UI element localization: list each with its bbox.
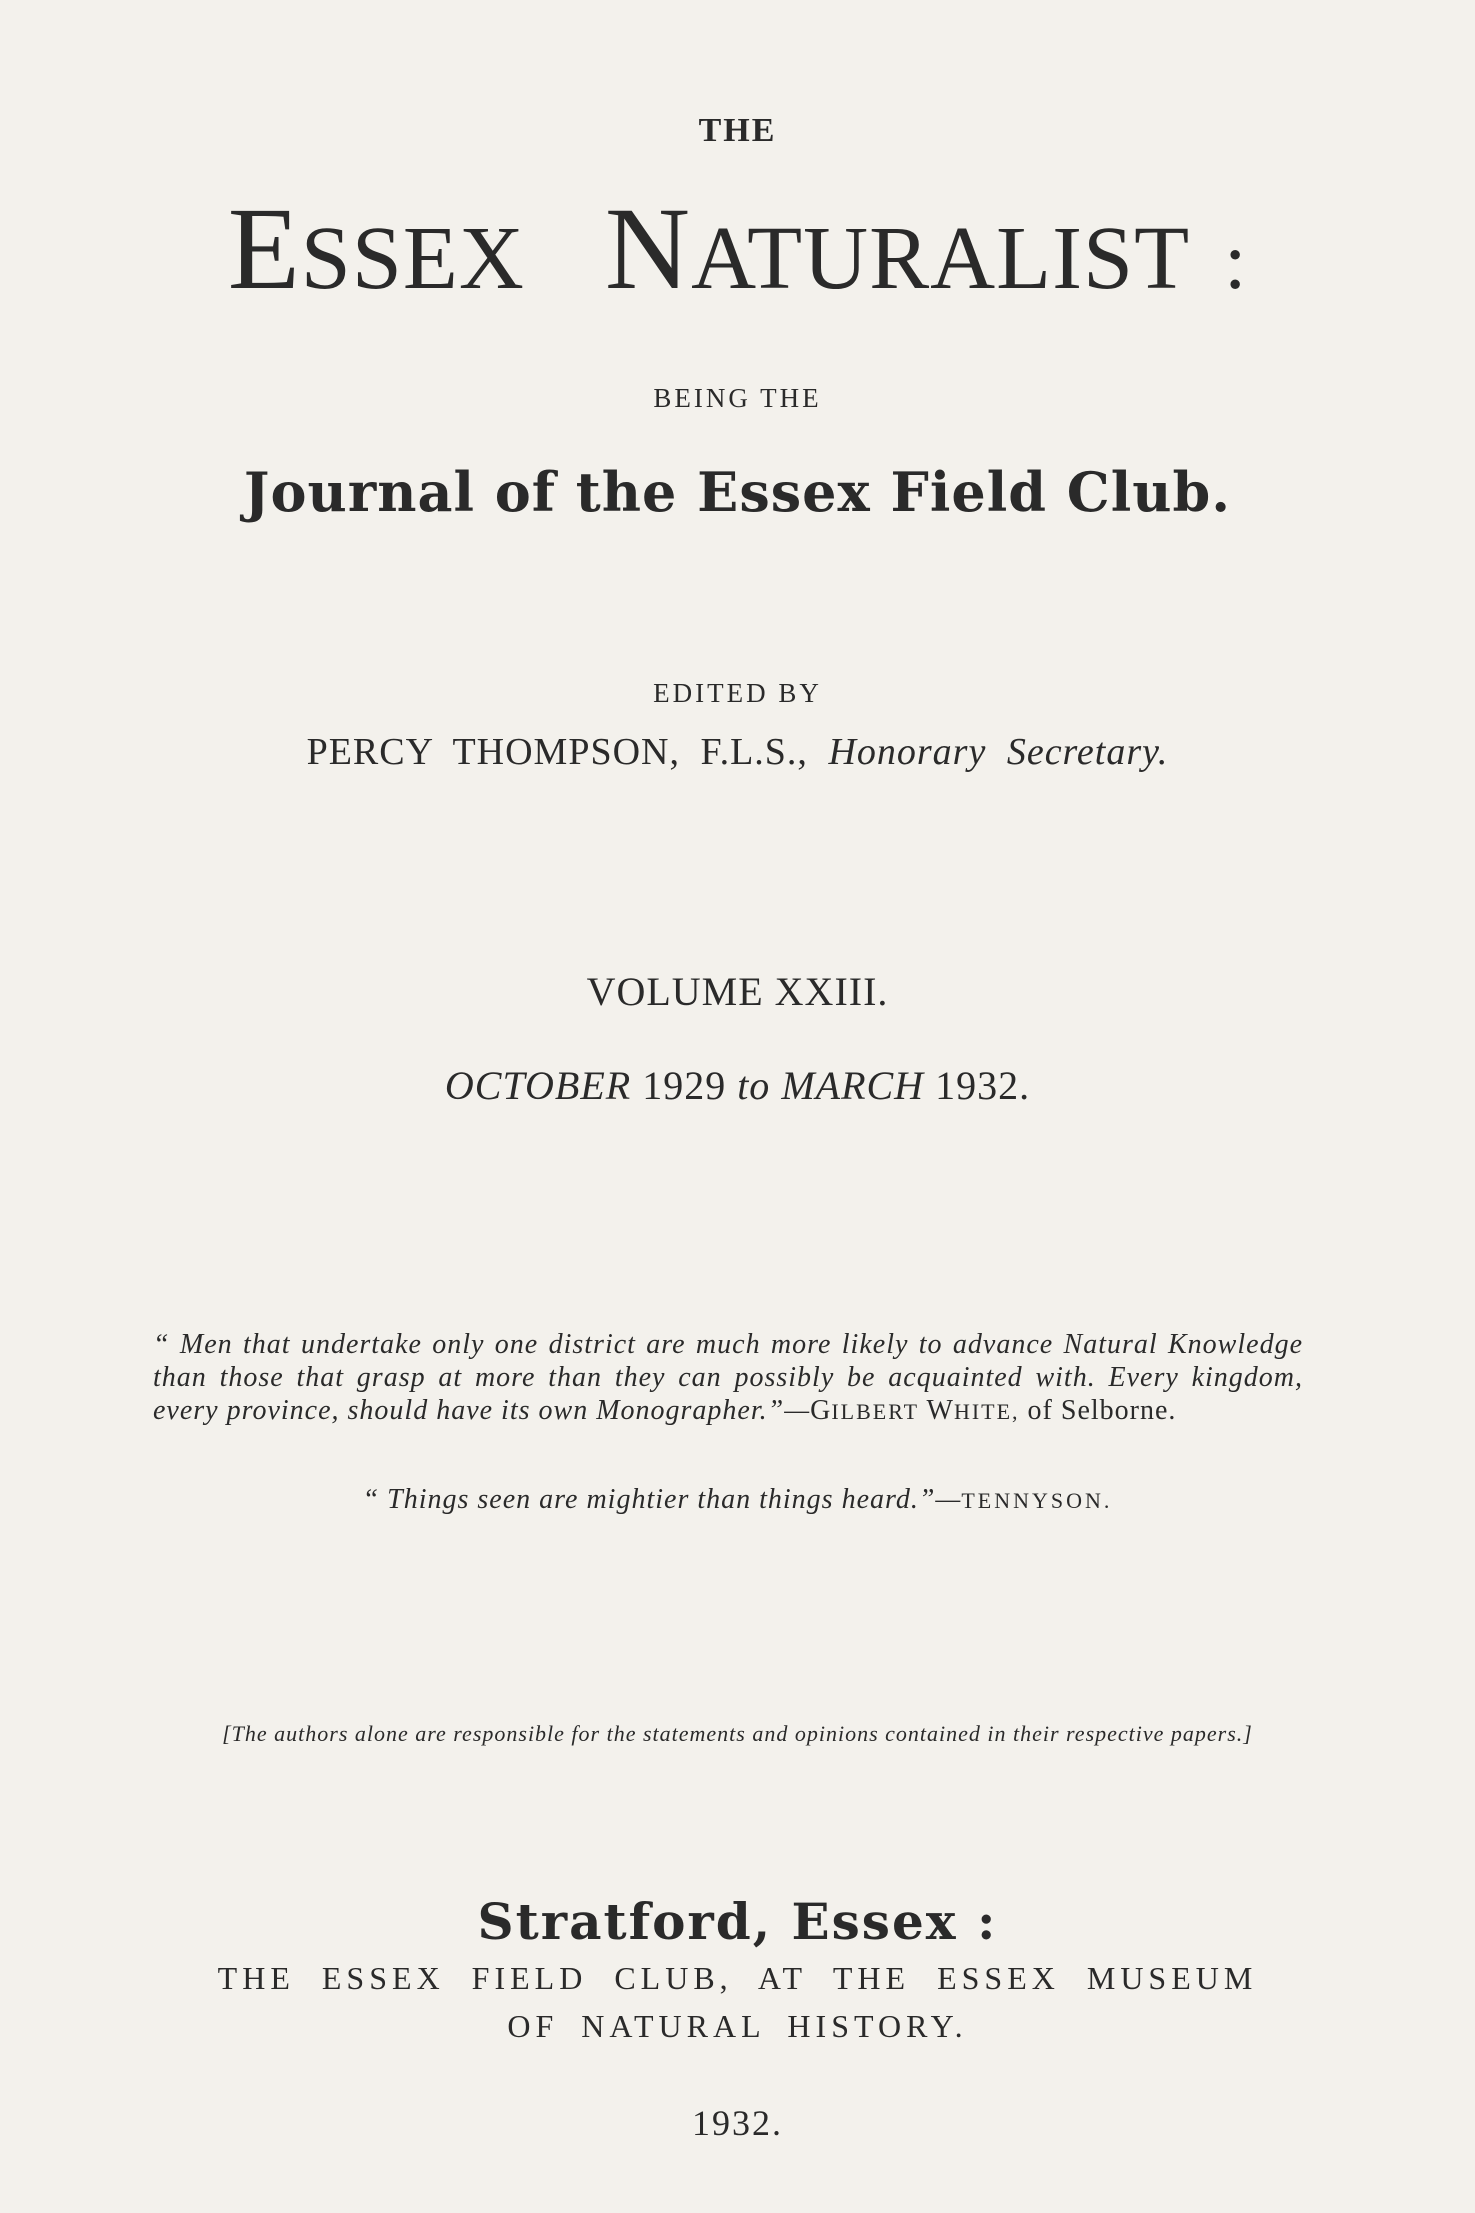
volume-dates	[0, 1062, 1475, 1109]
publisher-line-1: THE ESSEX FIELD CLUB, AT THE ESSEX MUSEUM	[217, 1960, 1258, 1996]
responsibility-disclaimer: [The authors alone are responsible for the statements and opinions contained in their respective papers.]	[222, 1721, 1253, 1746]
epigraph-tennyson	[0, 1484, 1475, 1516]
start-year: 1929	[642, 1063, 727, 1108]
editor-role: Honorary Secretary.	[828, 731, 1169, 773]
epigraph-tennyson-text: “ Things seen are mightier than things heard.”—	[362, 1484, 962, 1515]
epigraph-white-attribution: GILBERT WHITE, of Selborne.	[810, 1395, 1177, 1426]
journal-title	[0, 183, 1475, 314]
start-month: OCTOBER	[444, 1063, 632, 1108]
editor-name: PERCY THOMPSON, F.L.S.,	[306, 731, 808, 773]
edited-by-text: EDITED BY	[653, 678, 822, 708]
epigraph-white	[153, 1328, 1303, 1428]
being-the-text: BEING THE	[653, 383, 822, 413]
publisher-line-2: OF NATURAL HISTORY.	[507, 2008, 968, 2044]
title-article: THE	[698, 112, 777, 149]
title-word-essex: SSEX	[300, 209, 525, 308]
title-colon: :	[1224, 218, 1248, 306]
end-month: MARCH	[781, 1063, 925, 1108]
imprint-place: Stratford, Essex :	[477, 1892, 998, 1951]
publication-year: 1932.	[692, 2103, 783, 2143]
volume-number: VOLUME XXIII.	[586, 969, 889, 1014]
title-initial-e: E	[227, 183, 301, 314]
end-year: 1932.	[935, 1063, 1031, 1108]
date-connector: to	[737, 1063, 771, 1108]
title-initial-n: N	[604, 183, 692, 314]
epigraph-tennyson-attribution: TENNYSON.	[961, 1488, 1113, 1513]
title-word-naturalist: ATURALIST	[691, 209, 1191, 308]
journal-subtitle: Journal of the Essex Field Club.	[243, 460, 1232, 524]
editor-line	[0, 730, 1475, 774]
epigraph-white-text: “ Men that undertake only one district are much more likely to advance Natural Knowledge than those that grasp at more than they can possibly be acquainted with. Every kingdom, every province, should have its own Monographer.”—	[153, 1329, 1303, 1426]
